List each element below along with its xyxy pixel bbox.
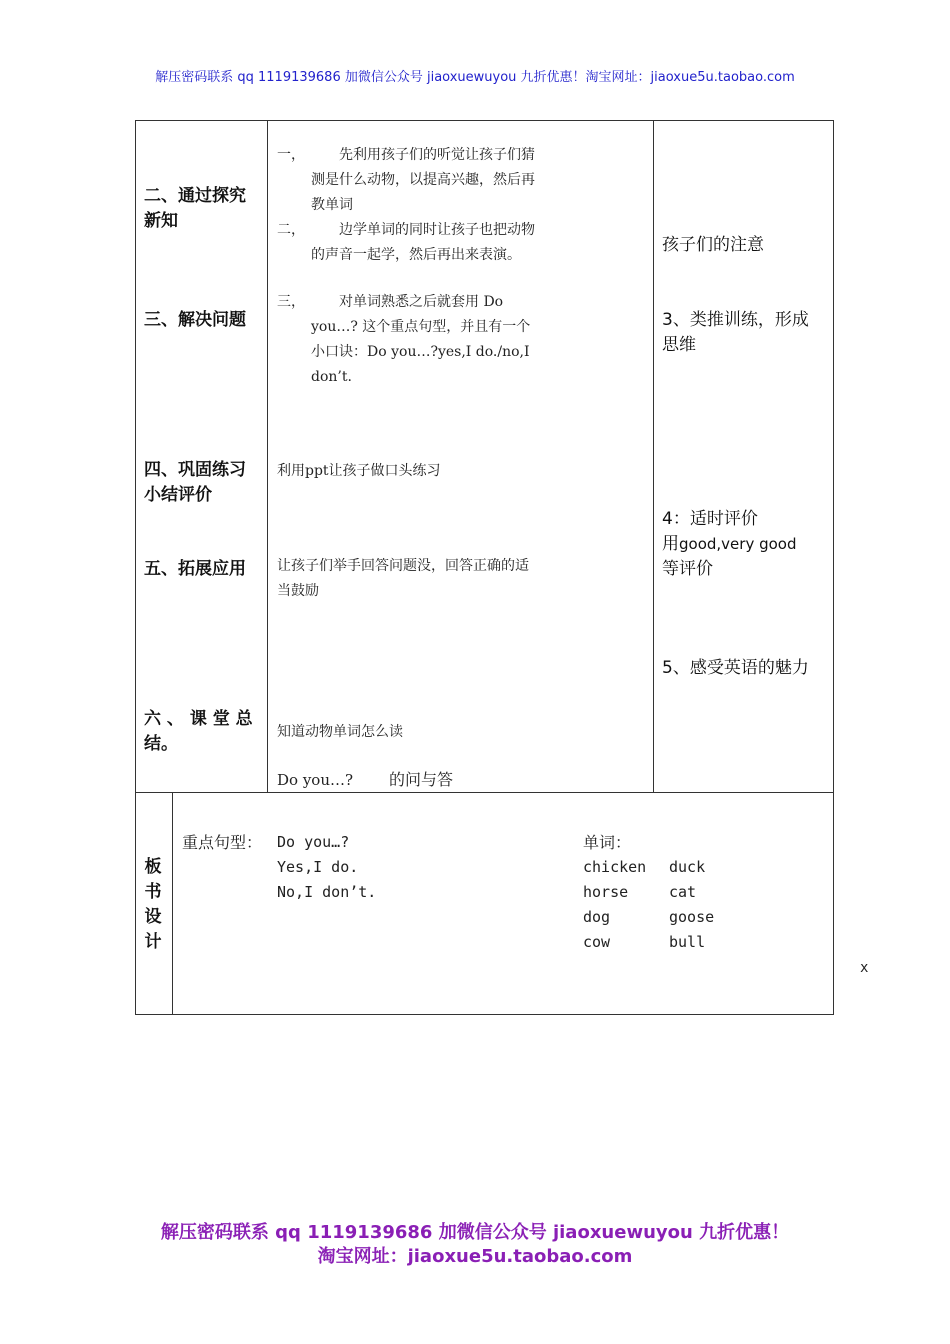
board-pattern-lines: Do you…? Yes,I do. No,I don’t. <box>277 833 377 901</box>
intent-1: 孩子们的注意 <box>662 235 764 255</box>
activity-6-qa: Do you…? 的问与答 <box>277 770 454 789</box>
board-words-title: 单词： <box>583 833 632 852</box>
intent-3: 3、类推训练，形成 思维 <box>662 310 809 355</box>
stage-3: 三、解决问题 <box>144 310 246 330</box>
board-label-divider <box>172 792 173 1014</box>
footer-promo-line2: 淘宝网址：jiaoxue5u.taobao.com <box>317 1246 633 1267</box>
activity-6: 知道动物单词怎么读 <box>277 724 403 740</box>
stage-6: 六 、 课 堂 总 结。 <box>144 709 253 754</box>
activity-1: 一， 先利用孩子们的听觉让孩子们猜 测是什么动物，以提高兴趣，然后再 教单词 <box>277 147 535 213</box>
stage-2: 二、通过探究 新知 <box>144 186 246 231</box>
table-bottom-border <box>135 1014 834 1015</box>
column-divider-1 <box>267 120 268 792</box>
column-divider-2 <box>653 120 654 792</box>
header-promo: 解压密码联系 qq 1119139686 加微信公众号 jiaoxuewuyou 九折优惠！淘宝网址：jiaoxue5u.taobao.com <box>155 70 795 85</box>
table-left-border <box>135 120 136 1015</box>
margin-mark: x <box>860 960 869 976</box>
activity-4: 利用ppt让孩子做口头练习 <box>277 463 441 479</box>
table-top-border <box>135 120 834 121</box>
activity-5: 让孩子们举手回答问题没，回答正确的适 当鼓励 <box>277 558 529 599</box>
footer-promo-line1: 解压密码联系 qq 1119139686 加微信公众号 jiaoxuewuyou 九折优惠！ <box>160 1222 790 1243</box>
activity-2: 二， 边学单词的同时让孩子也把动物 的声音一起学，然后再出来表演。 <box>277 222 535 263</box>
board-design-label: 板 书 设 计 <box>144 857 162 952</box>
intent-4: 4：适时评价 用good,very good 等评价 <box>662 509 797 579</box>
stage-5: 五、拓展应用 <box>144 559 246 579</box>
table-middle-border <box>135 792 834 793</box>
table-right-border <box>833 120 834 1015</box>
board-pattern-title: 重点句型： <box>182 833 263 852</box>
activity-3: 三， 对单词熟悉之后就套用 Do you…? 这个重点句型，并且有一个 小口诀：Do you…?yes,I do./no,I don’t. <box>277 294 531 385</box>
board-words-col1: chicken horse dog cow <box>583 858 647 951</box>
intent-5: 5、感受英语的魅力 <box>662 658 809 678</box>
stage-4: 四、巩固练习 小结评价 <box>144 460 246 505</box>
board-words-col2: duck cat goose bull <box>669 858 715 951</box>
